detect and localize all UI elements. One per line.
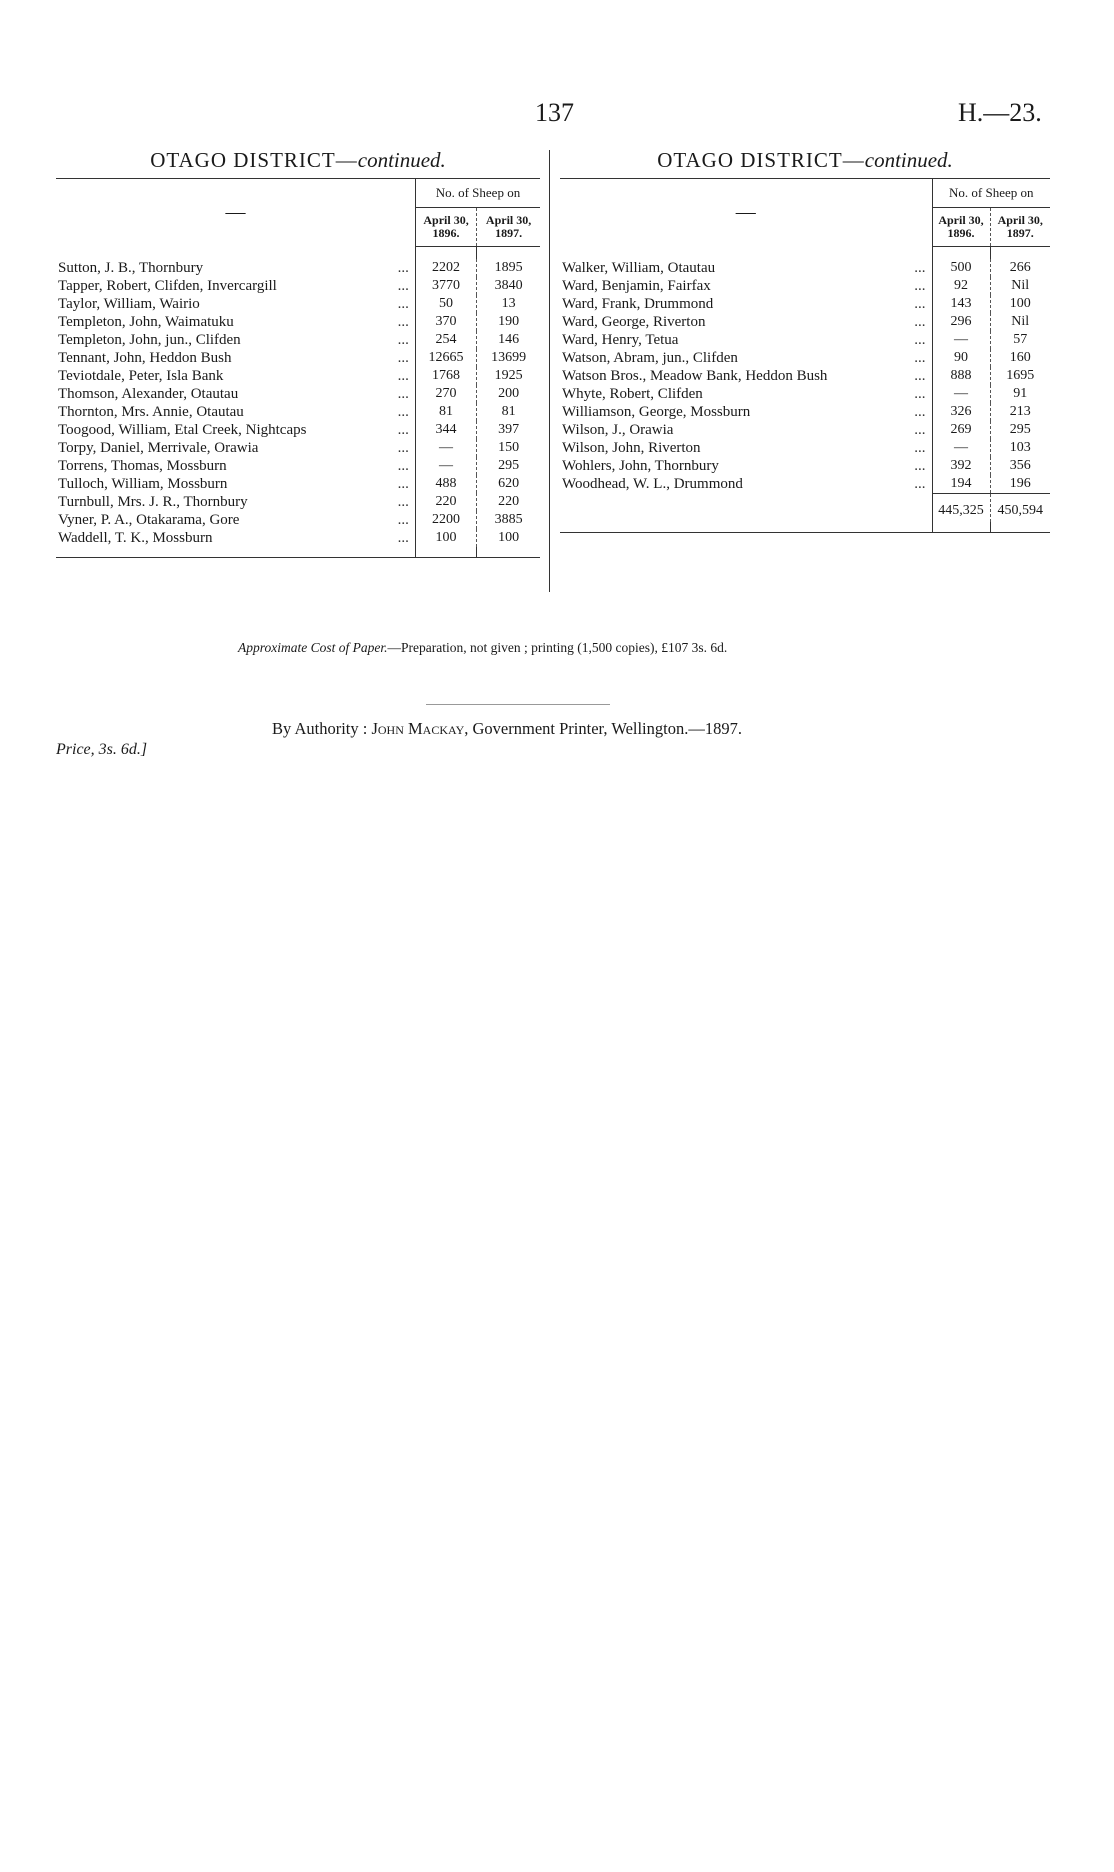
table-row — [56, 349, 540, 367]
district-name: OTAGO DISTRICT— — [150, 148, 358, 172]
owner-cell — [560, 385, 932, 403]
leader-dots: ... — [914, 260, 926, 276]
owner-name: Wohlers, John, Thornbury — [562, 458, 719, 474]
price: Price, 3s. 6d.] — [56, 741, 148, 758]
owner-cell — [56, 295, 415, 313]
approx-cost-label: Approximate Cost of Paper. — [238, 640, 388, 655]
district-title-right — [560, 148, 1050, 178]
sheep-1897-cell: 103 — [990, 439, 1050, 457]
table-row — [56, 403, 540, 421]
leader-dots: ... — [397, 458, 409, 474]
table-row — [56, 439, 540, 457]
table-row — [56, 475, 540, 493]
owner-name: Tulloch, William, Mossburn — [58, 476, 228, 492]
leader-dots: ... — [914, 458, 926, 474]
leader-dots: ... — [914, 440, 926, 456]
owner-cell — [56, 259, 415, 277]
sheep-1896-cell: 12665 — [415, 349, 476, 367]
sheep-1897-cell: 190 — [477, 313, 540, 331]
owner-cell — [56, 439, 415, 457]
owner-name: Ward, Henry, Tetua — [562, 332, 679, 348]
table-row — [560, 295, 1050, 313]
district-continued: continued. — [864, 148, 953, 172]
table-row — [56, 331, 540, 349]
sheep-1896-cell: 90 — [932, 349, 990, 367]
right-panel — [560, 148, 1050, 533]
sheep-1897-cell: 91 — [990, 385, 1050, 403]
owner-name: Tennant, John, Heddon Bush — [58, 350, 232, 366]
sheep-1896-cell: 2202 — [415, 259, 476, 277]
owner-name: Waddell, T. K., Mossburn — [58, 530, 213, 546]
table-row — [56, 277, 540, 295]
sheep-1897-cell: 57 — [990, 331, 1050, 349]
col-1897-header: April 30, 1897. — [990, 208, 1050, 247]
owner-cell — [56, 313, 415, 331]
table-row — [560, 421, 1050, 439]
sheep-1896-cell: 100 — [415, 529, 476, 547]
leader-dots: ... — [397, 368, 409, 384]
leader-dots: ... — [397, 350, 409, 366]
col-1896-header: April 30, 1896. — [415, 208, 476, 247]
district-title-left — [56, 148, 540, 178]
sheep-1896-cell: — — [932, 439, 990, 457]
sheep-1896-cell: 50 — [415, 295, 476, 313]
sheep-1897-cell: 200 — [477, 385, 540, 403]
owner-cell — [560, 295, 932, 313]
district-name: OTAGO DISTRICT— — [657, 148, 865, 172]
leader-dots: ... — [397, 476, 409, 492]
sheep-1896-cell: 326 — [932, 403, 990, 421]
leader-dots: ... — [397, 260, 409, 276]
table-row — [560, 457, 1050, 475]
totals-label-cell — [560, 494, 932, 523]
sheep-1897-cell: 397 — [477, 421, 540, 439]
owner-name: Williamson, George, Mossburn — [562, 404, 751, 420]
table-row — [56, 511, 540, 529]
sheep-1896-cell: — — [932, 331, 990, 349]
leader-dots: ... — [397, 386, 409, 402]
sheep-1897-cell: 356 — [990, 457, 1050, 475]
table-bottom-rule — [56, 547, 540, 558]
leader-dots: ... — [397, 296, 409, 312]
left-panel — [56, 148, 540, 558]
table-row — [560, 403, 1050, 421]
sheep-1896-cell: 270 — [415, 385, 476, 403]
center-column-rule — [549, 150, 550, 592]
leader-dots: ... — [914, 386, 926, 402]
approx-cost-text: —Preparation, not given ; printing (1,500 copies), £107 3s. 6d. — [387, 640, 728, 655]
sheep-1897-cell: 13699 — [477, 349, 540, 367]
sheep-1896-cell: 2200 — [415, 511, 476, 529]
owner-name: Torrens, Thomas, Mossburn — [58, 458, 227, 474]
owner-name: Ward, George, Riverton — [562, 314, 706, 330]
sheep-1896-cell: 3770 — [415, 277, 476, 295]
sheep-1896-cell: 370 — [415, 313, 476, 331]
sheep-1897-cell: 81 — [477, 403, 540, 421]
sheep-1896-cell: 392 — [932, 457, 990, 475]
leader-dots: ... — [397, 494, 409, 510]
sheep-1897-cell: 1895 — [477, 259, 540, 277]
owner-cell — [56, 403, 415, 421]
sheep-1896-cell: — — [415, 439, 476, 457]
table-row — [56, 421, 540, 439]
leader-dots: ... — [914, 332, 926, 348]
leader-dots: ... — [914, 404, 926, 420]
table-row — [56, 457, 540, 475]
leader-dots: ... — [914, 314, 926, 330]
sheep-1896-cell: — — [932, 385, 990, 403]
owner-cell — [560, 475, 932, 494]
footer-divider — [426, 704, 610, 705]
leader-dots: ... — [914, 422, 926, 438]
owner-cell — [560, 457, 932, 475]
owner-cell — [560, 331, 932, 349]
table-row — [560, 475, 1050, 494]
sheep-1896-cell: 81 — [415, 403, 476, 421]
leader-dots: ... — [914, 296, 926, 312]
owner-name: Woodhead, W. L., Drummond — [562, 476, 743, 493]
leader-dots: ... — [397, 440, 409, 456]
owner-cell — [56, 421, 415, 439]
owner-cell — [56, 367, 415, 385]
table-row — [56, 313, 540, 331]
owner-cell — [56, 385, 415, 403]
table-row — [56, 385, 540, 403]
table-row — [56, 259, 540, 277]
sheep-1897-cell: 100 — [990, 295, 1050, 313]
owner-name: Watson, Abram, jun., Clifden — [562, 350, 738, 366]
sheep-1896-cell: 269 — [932, 421, 990, 439]
sheep-1896-cell: 296 — [932, 313, 990, 331]
owner-cell — [560, 367, 932, 385]
totals-row — [560, 494, 1050, 523]
owner-name: Wilson, J., Orawia — [562, 422, 674, 438]
sheep-1897-cell: 266 — [990, 259, 1050, 277]
sheep-1897-cell: 295 — [477, 457, 540, 475]
owner-cell — [56, 349, 415, 367]
owner-cell — [560, 313, 932, 331]
owner-cell — [56, 511, 415, 529]
owner-cell — [56, 457, 415, 475]
sheep-1896-cell: 254 — [415, 331, 476, 349]
printer-name: John Mackay — [371, 719, 465, 738]
leader-dots: ... — [914, 476, 926, 493]
sheep-1897-cell: 146 — [477, 331, 540, 349]
leader-dots: ... — [397, 530, 409, 546]
owner-cell — [560, 421, 932, 439]
sheep-1897-cell: 620 — [477, 475, 540, 493]
owner-cell — [56, 529, 415, 547]
sheep-1897-cell: 160 — [990, 349, 1050, 367]
sheep-1897-cell: 150 — [477, 439, 540, 457]
approximate-cost-note — [238, 640, 727, 656]
leader-dots: ... — [397, 278, 409, 294]
sheep-1896-cell: 194 — [932, 475, 990, 494]
owner-name: Teviotdale, Peter, Isla Bank — [58, 368, 224, 384]
owner-cell — [560, 439, 932, 457]
sheep-1897-cell: 13 — [477, 295, 540, 313]
owner-name: Watson Bros., Meadow Bank, Heddon Bush — [562, 368, 828, 384]
sheep-1896-cell: 143 — [932, 295, 990, 313]
sheep-1897-cell: 1695 — [990, 367, 1050, 385]
sheep-1897-cell: 213 — [990, 403, 1050, 421]
owner-cell — [560, 277, 932, 295]
owner-name: Ward, Benjamin, Fairfax — [562, 278, 711, 294]
table-bottom-rule — [560, 522, 1050, 533]
owner-cell — [56, 475, 415, 493]
table-row — [56, 493, 540, 511]
owner-name: Thornton, Mrs. Annie, Otautau — [58, 404, 244, 420]
table-row — [560, 259, 1050, 277]
col-1897-header: April 30, 1897. — [477, 208, 540, 247]
table-row — [560, 439, 1050, 457]
owner-name: Toogood, William, Etal Creek, Nightcaps — [58, 422, 307, 438]
total-1896: 445,325 — [932, 494, 990, 523]
sheep-1897-cell: 3840 — [477, 277, 540, 295]
table-row — [560, 367, 1050, 385]
owner-cell — [56, 331, 415, 349]
owner-name: Whyte, Robert, Clifden — [562, 386, 703, 402]
sheep-table-left — [56, 178, 540, 558]
owner-name: Tapper, Robert, Clifden, Invercargill — [58, 278, 277, 294]
table-row — [560, 385, 1050, 403]
owner-name: Wilson, John, Riverton — [562, 440, 701, 456]
sheep-table-right — [560, 178, 1050, 533]
authority-prefix: By Authority : — [272, 719, 372, 738]
leader-dots: ... — [397, 404, 409, 420]
owner-name: Templeton, John, Waimatuku — [58, 314, 234, 330]
leader-dots: ... — [914, 350, 926, 366]
owner-cell — [56, 493, 415, 511]
owner-name: Torpy, Daniel, Merrivale, Orawia — [58, 440, 259, 456]
sheep-1896-cell: 92 — [932, 277, 990, 295]
sheep-1896-cell: — — [415, 457, 476, 475]
sheep-1896-cell: 488 — [415, 475, 476, 493]
owner-name: Walker, William, Otautau — [562, 260, 716, 276]
sheep-1897-cell: Nil — [990, 313, 1050, 331]
table-row — [56, 529, 540, 547]
table-row — [560, 313, 1050, 331]
sheep-1897-cell: Nil — [990, 277, 1050, 295]
authority-line — [272, 719, 742, 739]
leader-dots: ... — [914, 278, 926, 294]
owner-name: Turnbull, Mrs. J. R., Thornbury — [58, 494, 248, 510]
page-number: 137 — [535, 98, 574, 127]
table-row — [560, 331, 1050, 349]
sheep-1897-cell: 196 — [990, 475, 1050, 494]
leader-dots: ... — [397, 332, 409, 348]
sheep-1897-cell: 220 — [477, 493, 540, 511]
sheep-1896-cell: 1768 — [415, 367, 476, 385]
sheep-1897-cell: 100 — [477, 529, 540, 547]
owner-cell — [560, 403, 932, 421]
owner-cell — [560, 349, 932, 367]
leader-dots: ... — [397, 314, 409, 330]
document-reference: H.—23. — [958, 98, 1042, 127]
owner-cell — [560, 259, 932, 277]
sheep-1896-cell: 220 — [415, 493, 476, 511]
total-1897: 450,594 — [990, 494, 1050, 523]
owner-name: Vyner, P. A., Otakarama, Gore — [58, 512, 240, 528]
owner-name: Thomson, Alexander, Otautau — [58, 386, 239, 402]
name-column-header: — — [560, 179, 932, 247]
name-column-header: — — [56, 179, 415, 247]
leader-dots: ... — [397, 422, 409, 438]
sheep-1897-cell: 3885 — [477, 511, 540, 529]
owner-cell — [56, 277, 415, 295]
sheep-1896-cell: 500 — [932, 259, 990, 277]
owner-name: Taylor, William, Wairio — [58, 296, 200, 312]
leader-dots: ... — [397, 512, 409, 528]
owner-name: Templeton, John, jun., Clifden — [58, 332, 241, 348]
table-row — [560, 349, 1050, 367]
table-row — [56, 295, 540, 313]
leader-dots: ... — [914, 368, 926, 384]
table-row — [560, 277, 1050, 295]
sheep-1896-cell: 888 — [932, 367, 990, 385]
sheep-1897-cell: 295 — [990, 421, 1050, 439]
owner-name: Ward, Frank, Drummond — [562, 296, 714, 312]
sheep-count-group-header: No. of Sheep on — [932, 179, 1050, 208]
district-continued: continued. — [357, 148, 446, 172]
col-1896-header: April 30, 1896. — [932, 208, 990, 247]
authority-suffix: , Government Printer, Wellington.—1897. — [464, 719, 742, 738]
owner-name: Sutton, J. B., Thornbury — [58, 260, 204, 276]
sheep-1896-cell: 344 — [415, 421, 476, 439]
table-row — [56, 367, 540, 385]
sheep-1897-cell: 1925 — [477, 367, 540, 385]
sheep-count-group-header: No. of Sheep on — [415, 179, 540, 208]
